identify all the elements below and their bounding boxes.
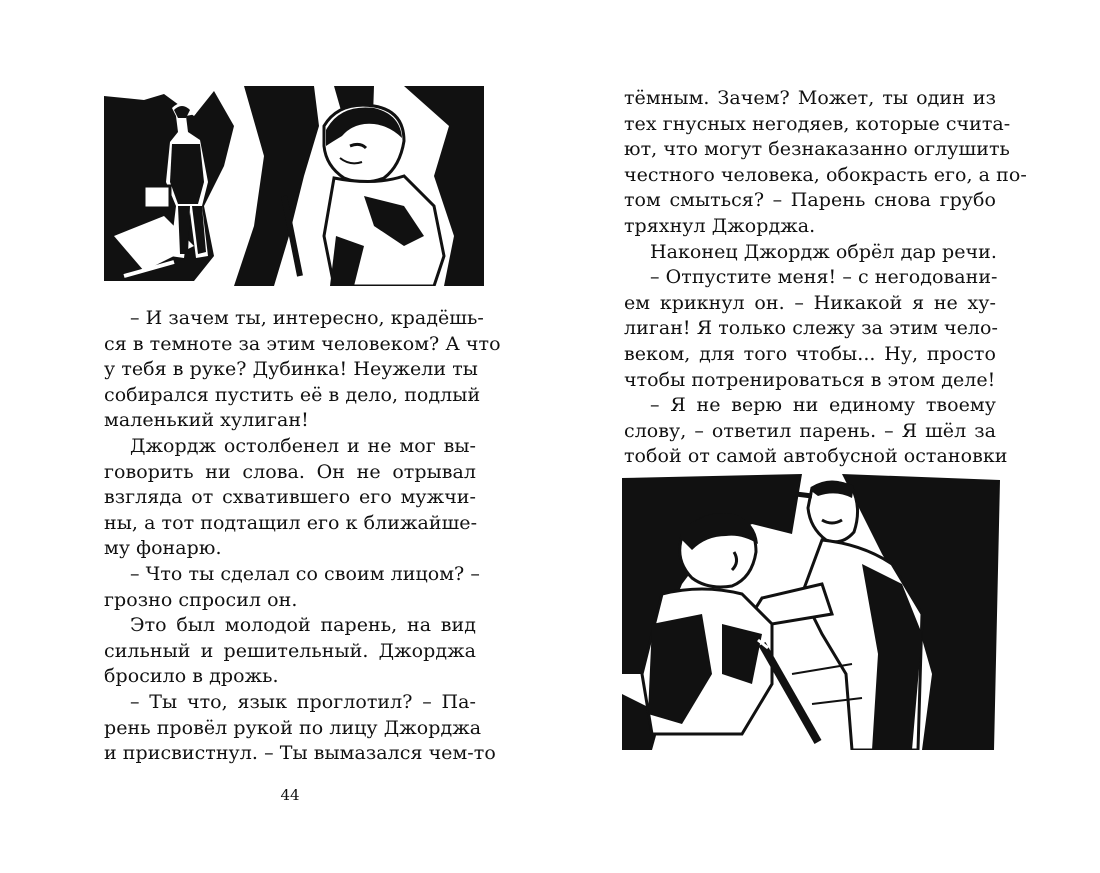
text-line: честного человека, обокрасть его, а по-	[624, 163, 1027, 186]
text-line: – Отпустите меня! – с негодовани-	[650, 266, 998, 289]
right-page	[550, 0, 1100, 873]
text-line: Джордж остолбенел и не мог вы-	[130, 434, 476, 457]
text-line: сильный и решительный. Джорджа	[104, 639, 476, 662]
text-line: лиган! Я только слежу за этим чело-	[624, 317, 998, 340]
text-line: говорить ни слова. Он не отрывал	[104, 460, 476, 483]
text-line: у тебя в руке? Дубинка! Неужели ты	[104, 358, 478, 381]
text-line: тряхнул Джорджа.	[624, 214, 816, 237]
text-line: веком, для того чтобы... Ну, просто	[624, 342, 996, 365]
text-line: тобой от самой автобусной остановки	[624, 445, 1008, 468]
text-line: собирался пустить её в дело, подлый	[104, 383, 481, 406]
text-line: – Ты что, язык проглотил? – Па-	[130, 690, 476, 713]
text-line: маленький хулиган!	[104, 409, 309, 432]
text-line: том смыться? – Парень снова грубо	[624, 189, 996, 212]
text-line: рень провёл рукой по лицу Джорджа	[104, 716, 482, 739]
right-page-text	[624, 86, 1027, 470]
text-line: ют, что могут безнаказанно оглушить	[624, 138, 1010, 161]
text-line: – Что ты сделал со своим лицом? –	[130, 562, 480, 585]
ink-drawing-right	[622, 474, 1000, 750]
text-line: чтобы потренироваться в этом деле!	[624, 368, 996, 391]
text-line: и присвистнул. – Ты вымазался чем-то	[104, 742, 496, 765]
illustration-man-and-boy-in-dark-street	[104, 86, 484, 286]
text-line: Это был молодой парень, на вид	[130, 614, 476, 637]
text-line: – Я не верю ни единому твоему	[650, 394, 996, 417]
text-line: слову, – ответил парень. – Я шёл за	[624, 419, 996, 442]
text-line: – И зачем ты, интересно, крадёшь-	[130, 307, 484, 329]
text-line: Наконец Джордж обрёл дар речи.	[650, 240, 997, 263]
text-line: тёмным. Зачем? Может, ты один из	[624, 87, 996, 109]
left-page-text	[104, 306, 501, 767]
text-line: тех гнусных негодяев, которые счита-	[624, 112, 1011, 135]
text-line: грозно спросил он.	[104, 588, 298, 611]
text-line: ся в темноте за этим человеком? А что	[104, 332, 501, 355]
text-line: му фонарю.	[104, 537, 222, 560]
text-line: ны, а тот подтащил его к ближайше-	[104, 511, 478, 534]
illustration-man-grabbing-boy	[622, 474, 1000, 750]
text-line: взгляда от схватившего его мужчи-	[104, 486, 476, 509]
text-line: бросило в дрожь.	[104, 665, 279, 688]
ink-drawing-left	[104, 86, 484, 286]
text-line: ем крикнул он. – Никакой я не ху-	[624, 291, 996, 314]
page-number: 44	[280, 786, 300, 804]
